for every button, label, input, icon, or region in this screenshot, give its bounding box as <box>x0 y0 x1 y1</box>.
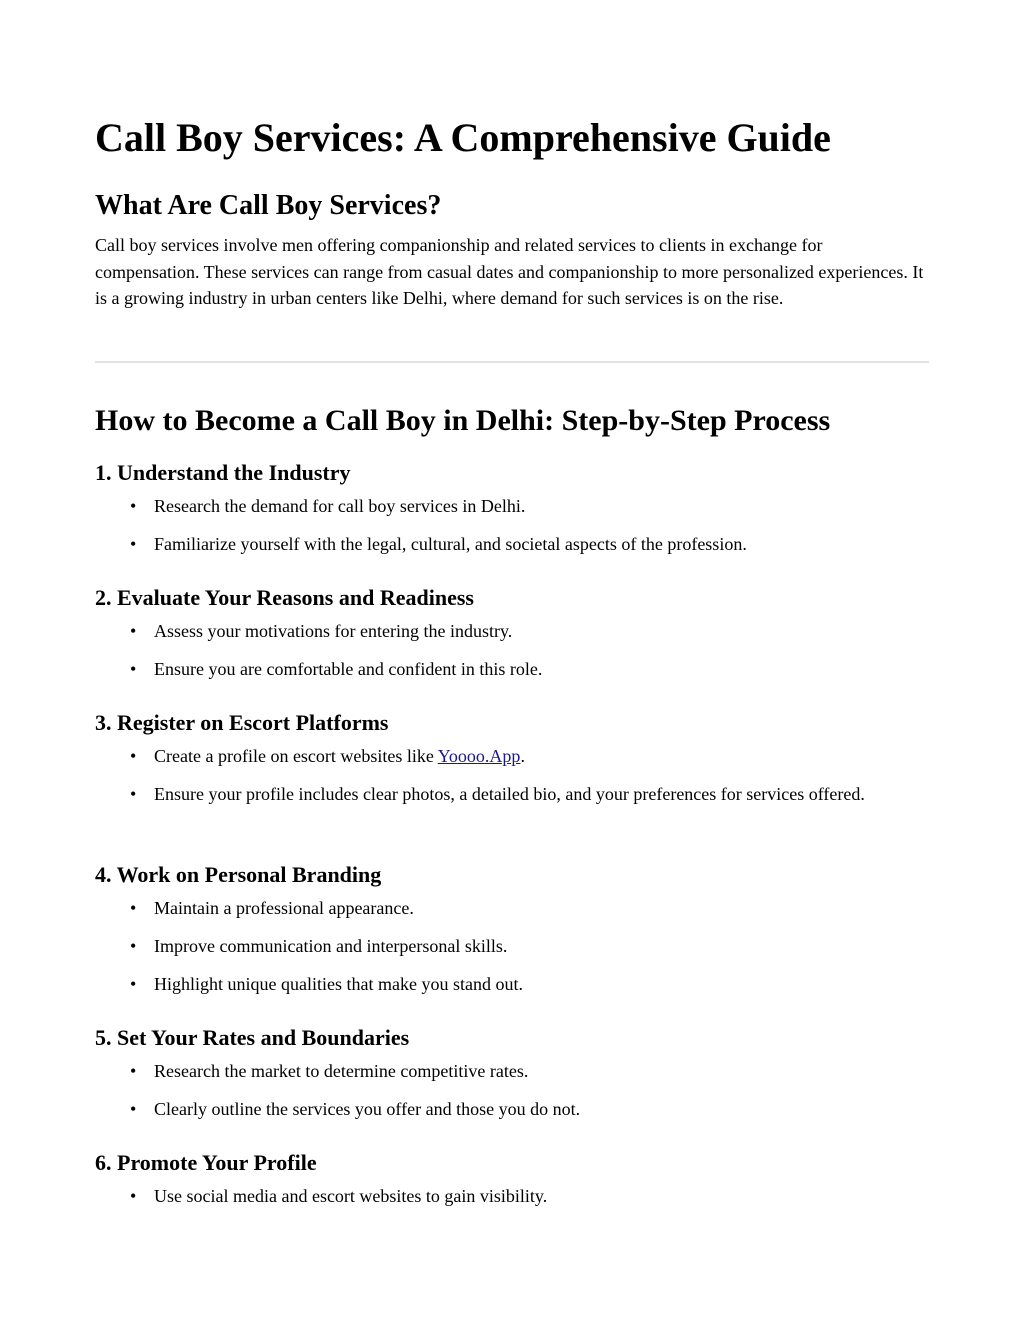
step-list <box>95 895 929 998</box>
list-item-text: Clearly outline the services you offer and those you do not. <box>154 1099 581 1119</box>
step-2 <box>95 584 929 683</box>
page-title: Call Boy Services: A Comprehensive Guide <box>95 115 831 160</box>
step-1 <box>95 459 929 558</box>
bullet-icon: • <box>130 898 137 918</box>
list-item-text: Ensure your profile includes clear photos, a detailed bio, and your preferences for services offered. <box>154 784 865 804</box>
list-item-text-before: Create a profile on escort websites like <box>154 746 438 766</box>
step-list <box>95 618 929 683</box>
step-heading: 3. Register on Escort Platforms <box>95 710 389 735</box>
step-6 <box>95 1149 929 1210</box>
list-item-text: Highlight unique qualities that make you stand out. <box>154 974 523 994</box>
step-heading: 6. Promote Your Profile <box>95 1150 317 1175</box>
bullet-icon: • <box>130 621 137 641</box>
list-item <box>95 971 929 998</box>
section-divider <box>95 361 929 363</box>
bullet-icon: • <box>130 659 137 679</box>
step-list <box>95 743 929 808</box>
list-item-text: Assess your motivations for entering the industry. <box>154 621 513 641</box>
list-item <box>95 531 929 558</box>
bullet-icon: • <box>130 784 137 804</box>
yoooo-app-link[interactable]: Yoooo.App <box>437 746 521 766</box>
step-heading: 2. Evaluate Your Reasons and Readiness <box>95 585 474 610</box>
step-list <box>95 1183 929 1210</box>
list-item <box>95 1096 929 1123</box>
list-item-text-after: . <box>520 746 525 766</box>
list-item <box>95 781 929 808</box>
list-item <box>95 933 929 960</box>
bullet-icon: • <box>130 534 137 554</box>
list-item <box>95 1058 929 1085</box>
list-item-text: Use social media and escort websites to gain visibility. <box>154 1186 548 1206</box>
bullet-icon: • <box>130 936 137 956</box>
step-4 <box>95 861 929 998</box>
step-list <box>95 493 929 558</box>
step-3 <box>95 709 929 808</box>
bullet-icon: • <box>130 496 137 516</box>
process-heading: How to Become a Call Boy in Delhi: Step-by-Step Process <box>95 404 831 437</box>
bullet-icon: • <box>130 1061 137 1081</box>
list-item <box>95 895 929 922</box>
bullet-icon: • <box>130 746 137 766</box>
list-item-text: Research the market to determine competitive rates. <box>154 1061 529 1081</box>
list-item <box>95 1183 929 1210</box>
intro-heading: What Are Call Boy Services? <box>95 190 442 221</box>
list-item-text: Improve communication and interpersonal skills. <box>154 936 508 956</box>
intro-paragraph: Call boy services involve men offering companionship and related services to clients in exchange for compensation. These services can range from casual dates and companionship to more personalized experiences. It is a growing industry in urban centers like Delhi, where demand for such services is on the rise. <box>95 235 924 308</box>
bullet-icon: • <box>130 974 137 994</box>
list-item <box>95 743 929 770</box>
step-heading: 5. Set Your Rates and Boundaries <box>95 1025 410 1050</box>
bullet-icon: • <box>130 1099 137 1119</box>
list-item-text: Ensure you are comfortable and confident in this role. <box>154 659 543 679</box>
step-heading: 4. Work on Personal Branding <box>95 862 382 887</box>
list-item <box>95 618 929 645</box>
list-item-text: Familiarize yourself with the legal, cultural, and societal aspects of the profession. <box>154 534 747 554</box>
step-list <box>95 1058 929 1123</box>
bullet-icon: • <box>130 1186 137 1206</box>
step-heading: 1. Understand the Industry <box>95 460 351 485</box>
step-5 <box>95 1024 929 1123</box>
list-item-text: Research the demand for call boy services in Delhi. <box>154 496 526 516</box>
list-item <box>95 656 929 683</box>
list-item <box>95 493 929 520</box>
list-item-text: Maintain a professional appearance. <box>154 898 414 918</box>
